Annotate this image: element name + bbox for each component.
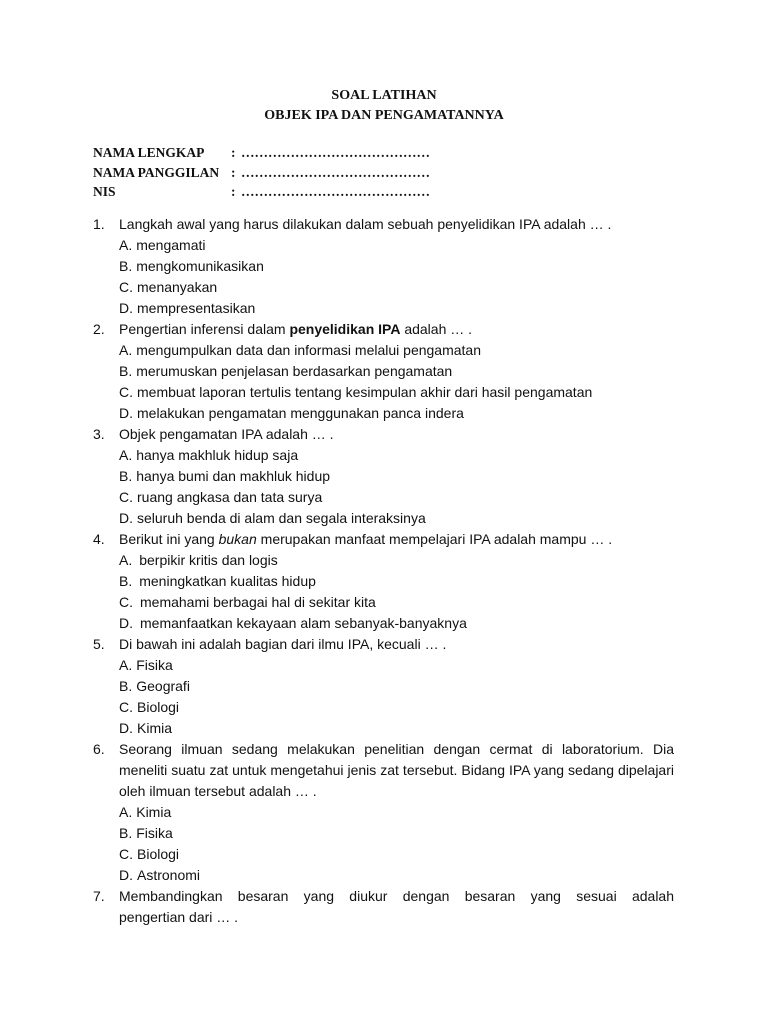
option-text: seluruh benda di alam dan segala interaksinya (137, 510, 426, 526)
question-number: 1. (93, 216, 105, 232)
option-text: memahami berbagai hal di sekitar kita (140, 594, 376, 610)
option-text: berpikir kritis dan logis (139, 552, 278, 568)
option-a (119, 655, 674, 676)
question-5 (93, 634, 674, 739)
option-letter: D. (119, 300, 133, 316)
option-text: Kimia (137, 720, 173, 736)
option-letter: A. (119, 237, 133, 253)
option-c (119, 592, 674, 613)
identity-row-nickname (93, 163, 430, 183)
option-list (119, 802, 674, 886)
option-text: Fisika (136, 657, 173, 673)
full-name-blank: …………………………………… (241, 145, 430, 160)
question-6 (93, 739, 674, 886)
option-a (119, 802, 674, 823)
option-list (119, 445, 674, 529)
option-letter: C. (119, 594, 133, 610)
question-number: 3. (93, 426, 105, 442)
option-b (119, 571, 674, 592)
option-b (119, 676, 674, 697)
option-text: mempresentasikan (137, 300, 256, 316)
question-number: 7. (93, 888, 105, 904)
option-text: Geografi (136, 678, 190, 694)
option-letter: A. (119, 447, 133, 463)
question-text-line-1: Membandingkan besaran yang diukur dengan besaran yang sesuai adalah (119, 888, 674, 904)
option-text: memanfaatkan kekayaan alam sebanyak-banyaknya (140, 615, 467, 631)
question-3 (93, 424, 674, 529)
option-letter: D. (119, 867, 133, 883)
option-c (119, 487, 674, 508)
question-7 (93, 886, 674, 928)
question-text: Langkah awal yang harus dilakukan dalam sebuah penyelidikan IPA adalah … . (119, 216, 612, 232)
nickname-blank: …………………………………… (241, 164, 430, 180)
option-d (119, 613, 674, 634)
option-letter: A. (119, 657, 133, 673)
question-text: Seorang ilmuan sedang melakukan penelitian dengan cermat di laboratorium. Dia meneliti suatu zat untuk mengetahui jenis zat tersebut. Bidang IPA yang sedang dipelajari oleh ilmuan tersebut adalah … . (119, 741, 674, 799)
option-text: membuat laporan tertulis tentang kesimpulan akhir dari hasil pengamatan (137, 384, 593, 400)
option-text: hanya bumi dan makhluk hidup (136, 468, 331, 484)
full-name-colon: : (231, 145, 236, 160)
question-4 (93, 529, 674, 634)
nickname-label: NAMA PANGGILAN (93, 164, 220, 180)
option-text: meningkatkan kualitas hidup (139, 573, 316, 589)
option-letter: A. (119, 342, 133, 358)
option-letter: C. (119, 279, 133, 295)
question-text-part: adalah … . (400, 321, 473, 337)
option-list (119, 655, 674, 739)
question-text: Objek pengamatan IPA adalah … . (119, 426, 334, 442)
option-d (119, 718, 674, 739)
option-letter: D. (119, 615, 133, 631)
option-text: Biologi (137, 846, 180, 862)
option-text: Biologi (137, 699, 180, 715)
question-number: 2. (93, 321, 105, 337)
option-b (119, 361, 674, 382)
option-text: menanyakan (137, 279, 218, 295)
option-c (119, 277, 674, 298)
option-letter: B. (119, 678, 133, 694)
option-letter: D. (119, 405, 133, 421)
option-letter: A. (119, 804, 133, 820)
option-b (119, 466, 674, 487)
option-letter: D. (119, 720, 133, 736)
question-text-part: Pengertian inferensi dalam (119, 321, 290, 337)
option-a (119, 550, 674, 571)
option-text: merumuskan penjelasan berdasarkan pengamatan (136, 363, 453, 379)
identity-row-full-name (93, 143, 430, 163)
option-letter: D. (119, 510, 133, 526)
option-c (119, 844, 674, 865)
question-1 (93, 214, 674, 319)
question-list (93, 214, 674, 928)
option-letter: C. (119, 384, 133, 400)
option-a (119, 235, 674, 256)
option-c (119, 382, 674, 403)
option-letter: C. (119, 846, 133, 862)
student-id-colon: : (231, 184, 236, 199)
option-text: Kimia (136, 804, 172, 820)
option-b (119, 256, 674, 277)
question-number: 5. (93, 636, 105, 652)
question-text (119, 529, 674, 550)
option-c (119, 697, 674, 718)
identity-fields (93, 143, 430, 202)
option-list (119, 550, 674, 634)
document-subtitle: OBJEK IPA DAN PENGAMATANNYA (264, 108, 504, 123)
option-a (119, 445, 674, 466)
question-2 (93, 319, 674, 424)
document-title: SOAL LATIHAN (331, 88, 437, 103)
option-list (119, 340, 674, 424)
student-id-label: NIS (93, 184, 116, 199)
nickname-colon: : (231, 164, 236, 180)
question-text-line-2: pengertian dari … . (119, 909, 239, 925)
option-text: hanya makhluk hidup saja (136, 447, 299, 463)
full-name-label: NAMA LENGKAP (93, 145, 205, 160)
option-text: mengumpulkan data dan informasi melalui pengamatan (136, 342, 481, 358)
option-text: melakukan pengamatan menggunakan panca indera (137, 405, 464, 421)
option-letter: C. (119, 699, 133, 715)
student-id-blank: …………………………………… (241, 184, 430, 199)
option-list (119, 235, 674, 319)
question-text-part: Berikut ini yang (119, 531, 219, 547)
option-text: Fisika (136, 825, 173, 841)
option-d (119, 865, 674, 886)
identity-row-student-id (93, 182, 430, 202)
option-text: mengkomunikasikan (136, 258, 264, 274)
option-a (119, 340, 674, 361)
question-text-part: merupakan manfaat mempelajari IPA adalah mampu … . (256, 531, 613, 547)
option-letter: C. (119, 489, 133, 505)
option-text: Astronomi (137, 867, 201, 883)
question-text-bold: penyelidikan IPA (289, 321, 401, 337)
option-d (119, 298, 674, 319)
question-text-italic: bukan (218, 531, 257, 547)
option-d (119, 508, 674, 529)
question-text (119, 319, 674, 340)
option-letter: B. (119, 258, 133, 274)
option-letter: B. (119, 468, 133, 484)
option-letter: A. (119, 552, 133, 568)
option-letter: B. (119, 573, 133, 589)
question-text: Di bawah ini adalah bagian dari ilmu IPA, kecuali … . (119, 636, 447, 652)
option-text: ruang angkasa dan tata surya (137, 489, 323, 505)
question-number: 4. (93, 531, 105, 547)
question-number: 6. (93, 741, 105, 757)
option-b (119, 823, 674, 844)
option-d (119, 403, 674, 424)
option-letter: B. (119, 363, 133, 379)
option-letter: B. (119, 825, 133, 841)
option-text: mengamati (136, 237, 206, 253)
